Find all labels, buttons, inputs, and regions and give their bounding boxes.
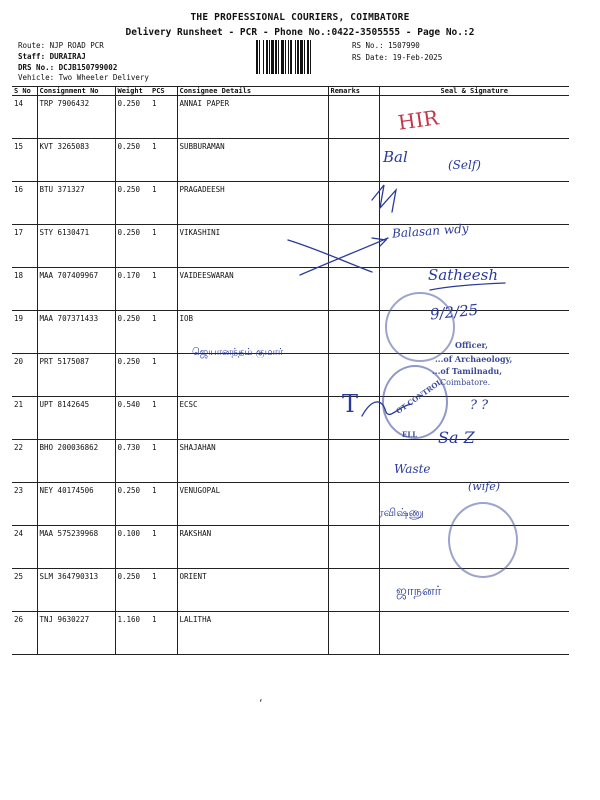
row-consignment-no: MAA 575239968 bbox=[37, 526, 115, 569]
row-pcs: 1 bbox=[150, 526, 177, 569]
vehicle-label: Vehicle: Two Wheeler Delivery bbox=[18, 73, 149, 82]
table-row bbox=[12, 225, 569, 268]
signature-row-23-note: (wife) bbox=[468, 480, 501, 493]
row-sno: 18 bbox=[12, 268, 37, 311]
row-pcs: 1 bbox=[150, 139, 177, 182]
row-remarks bbox=[328, 139, 379, 182]
row-consignment-no: SLM 364790313 bbox=[37, 569, 115, 612]
row-consignment-no: STY 6130471 bbox=[37, 225, 115, 268]
signature-row-22: Sa Z bbox=[438, 428, 475, 447]
row-weight: 0.730 bbox=[115, 440, 150, 483]
stray-mark: ‘ bbox=[258, 699, 264, 709]
row-consignment-no: BHO 200036862 bbox=[37, 440, 115, 483]
row-consignment-no: BTU 371327 bbox=[37, 182, 115, 225]
row-consignment-no: UPT 8142645 bbox=[37, 397, 115, 440]
handwritten-consignee-row-20: ஜெயானந்தம் குமார் bbox=[192, 347, 284, 358]
signature-row-26: ஜாநனர் bbox=[396, 584, 442, 599]
runsheet-title: Delivery Runsheet - PCR - Phone No.:0422-3505555 - Page No.:2 bbox=[125, 27, 475, 38]
row-seal-signature bbox=[379, 612, 569, 655]
row-weight: 0.100 bbox=[115, 526, 150, 569]
signature-row-17: Balasan wdy bbox=[391, 221, 469, 241]
col-remarks: Remarks bbox=[328, 87, 379, 96]
col-consignee: Consignee Details bbox=[177, 87, 328, 96]
col-pcs: PCS bbox=[150, 87, 177, 96]
row-consignee: PRAGADEESH bbox=[177, 182, 328, 225]
stamp-dept-text: ...of Archaeology, bbox=[435, 354, 513, 364]
table-row bbox=[12, 139, 569, 182]
stamp-officer-text: Officer, bbox=[455, 340, 488, 350]
row-weight: 0.250 bbox=[115, 311, 150, 354]
row-consignment-no: PRT 5175087 bbox=[37, 354, 115, 397]
row-consignee: IOB bbox=[177, 311, 328, 354]
row-consignee: ECSC bbox=[177, 397, 328, 440]
stamp-state-text: ...of Tamilnadu, bbox=[432, 366, 503, 376]
stamp-round-text: OT CONTROL bbox=[394, 377, 444, 416]
row-consignee: ORIENT bbox=[177, 569, 328, 612]
row-sno: 15 bbox=[12, 139, 37, 182]
official-seal-stamp bbox=[385, 292, 455, 362]
row-remarks bbox=[328, 311, 379, 354]
row-consignment-no: MAA 707371433 bbox=[37, 311, 115, 354]
row-pcs: 1 bbox=[150, 268, 177, 311]
row-weight: 0.250 bbox=[115, 139, 150, 182]
t-mark: T bbox=[342, 390, 359, 418]
signature-row-23: Waste bbox=[394, 462, 431, 476]
route-label: Route: NJP ROAD PCR bbox=[18, 41, 104, 50]
row-consignment-no: KVT 3265083 bbox=[37, 139, 115, 182]
table-row bbox=[12, 612, 569, 655]
row-consignee bbox=[177, 354, 328, 397]
row-consignee: VAIDEESWARAN bbox=[177, 268, 328, 311]
row-consignee: ANNAI PAPER bbox=[177, 96, 328, 139]
signature-row-24: ரவிஷ்ணு bbox=[378, 506, 424, 519]
row-sno: 22 bbox=[12, 440, 37, 483]
row-weight: 0.250 bbox=[115, 569, 150, 612]
row-sno: 21 bbox=[12, 397, 37, 440]
row-consignment-no: TRP 7906432 bbox=[37, 96, 115, 139]
row-pcs: 1 bbox=[150, 569, 177, 612]
col-consignment: Consignment No bbox=[37, 87, 115, 96]
row-pcs: 1 bbox=[150, 440, 177, 483]
row-consignee: SUBBURAMAN bbox=[177, 139, 328, 182]
signature-row-15: Bal bbox=[383, 148, 408, 166]
row-remarks bbox=[328, 483, 379, 526]
drs-number: DRS No.: DCJB150799002 bbox=[18, 63, 118, 72]
row-sno: 16 bbox=[12, 182, 37, 225]
row-consignee: RAKSHAN bbox=[177, 526, 328, 569]
row-weight: 0.170 bbox=[115, 268, 150, 311]
stamp-round-text-2: ELL bbox=[402, 430, 418, 439]
row-remarks bbox=[328, 569, 379, 612]
table-header-row bbox=[12, 87, 569, 96]
signature-row-18: Satheesh bbox=[428, 266, 499, 284]
stamp-city-text: Coimbatore. bbox=[440, 378, 491, 387]
row-pcs: 1 bbox=[150, 96, 177, 139]
col-seal: Seal & Signature bbox=[379, 87, 569, 96]
row-sno: 19 bbox=[12, 311, 37, 354]
row-pcs: 1 bbox=[150, 225, 177, 268]
row-sno: 24 bbox=[12, 526, 37, 569]
signature-row-14: HIR bbox=[396, 105, 440, 135]
row-consignee: VENUGOPAL bbox=[177, 483, 328, 526]
row-seal-signature bbox=[379, 182, 569, 225]
rs-date: RS Date: 19-Feb-2025 bbox=[352, 53, 443, 62]
row-pcs: 1 bbox=[150, 612, 177, 655]
barcode-icon bbox=[256, 40, 342, 74]
row-pcs: 1 bbox=[150, 311, 177, 354]
row-weight: 0.250 bbox=[115, 354, 150, 397]
row-consignee: VIKASHINI bbox=[177, 225, 328, 268]
row-sno: 25 bbox=[12, 569, 37, 612]
row-remarks bbox=[328, 440, 379, 483]
row-remarks bbox=[328, 526, 379, 569]
table-row bbox=[12, 440, 569, 483]
row-remarks bbox=[328, 225, 379, 268]
table-row bbox=[12, 182, 569, 225]
staff-label: Staff: DURAIRAJ bbox=[18, 52, 86, 61]
row-weight: 0.540 bbox=[115, 397, 150, 440]
row-sno: 14 bbox=[12, 96, 37, 139]
row-sno: 17 bbox=[12, 225, 37, 268]
signature-row-19: 9/2/25 bbox=[429, 300, 480, 324]
row-pcs: 1 bbox=[150, 397, 177, 440]
row-remarks bbox=[328, 182, 379, 225]
row-consignee: SHAJAHAN bbox=[177, 440, 328, 483]
row-sno: 20 bbox=[12, 354, 37, 397]
row-weight: 0.250 bbox=[115, 182, 150, 225]
row-pcs: 1 bbox=[150, 354, 177, 397]
row-sno: 26 bbox=[12, 612, 37, 655]
row-remarks bbox=[328, 96, 379, 139]
col-weight: Weight bbox=[115, 87, 150, 96]
row-consignment-no: MAA 707409967 bbox=[37, 268, 115, 311]
row-consignment-no: NEY 40174506 bbox=[37, 483, 115, 526]
round-seal-stamp-2 bbox=[448, 502, 518, 578]
row-weight: 1.160 bbox=[115, 612, 150, 655]
row-weight: 0.250 bbox=[115, 225, 150, 268]
row-weight: 0.250 bbox=[115, 96, 150, 139]
company-title: THE PROFESSIONAL COURIERS, COIMBATORE bbox=[190, 12, 410, 23]
table-row bbox=[12, 96, 569, 139]
row-pcs: 1 bbox=[150, 182, 177, 225]
rs-number: RS No.: 1507990 bbox=[352, 41, 420, 50]
row-weight: 0.250 bbox=[115, 483, 150, 526]
row-consignee: LALITHA bbox=[177, 612, 328, 655]
signature-row-21: ? ? bbox=[470, 398, 489, 413]
row-remarks bbox=[328, 612, 379, 655]
row-sno: 23 bbox=[12, 483, 37, 526]
row-consignment-no: TNJ 9630227 bbox=[37, 612, 115, 655]
col-sno: S No bbox=[12, 87, 37, 96]
row-pcs: 1 bbox=[150, 483, 177, 526]
signature-row-15-note: (Self) bbox=[448, 158, 481, 172]
row-remarks bbox=[328, 268, 379, 311]
